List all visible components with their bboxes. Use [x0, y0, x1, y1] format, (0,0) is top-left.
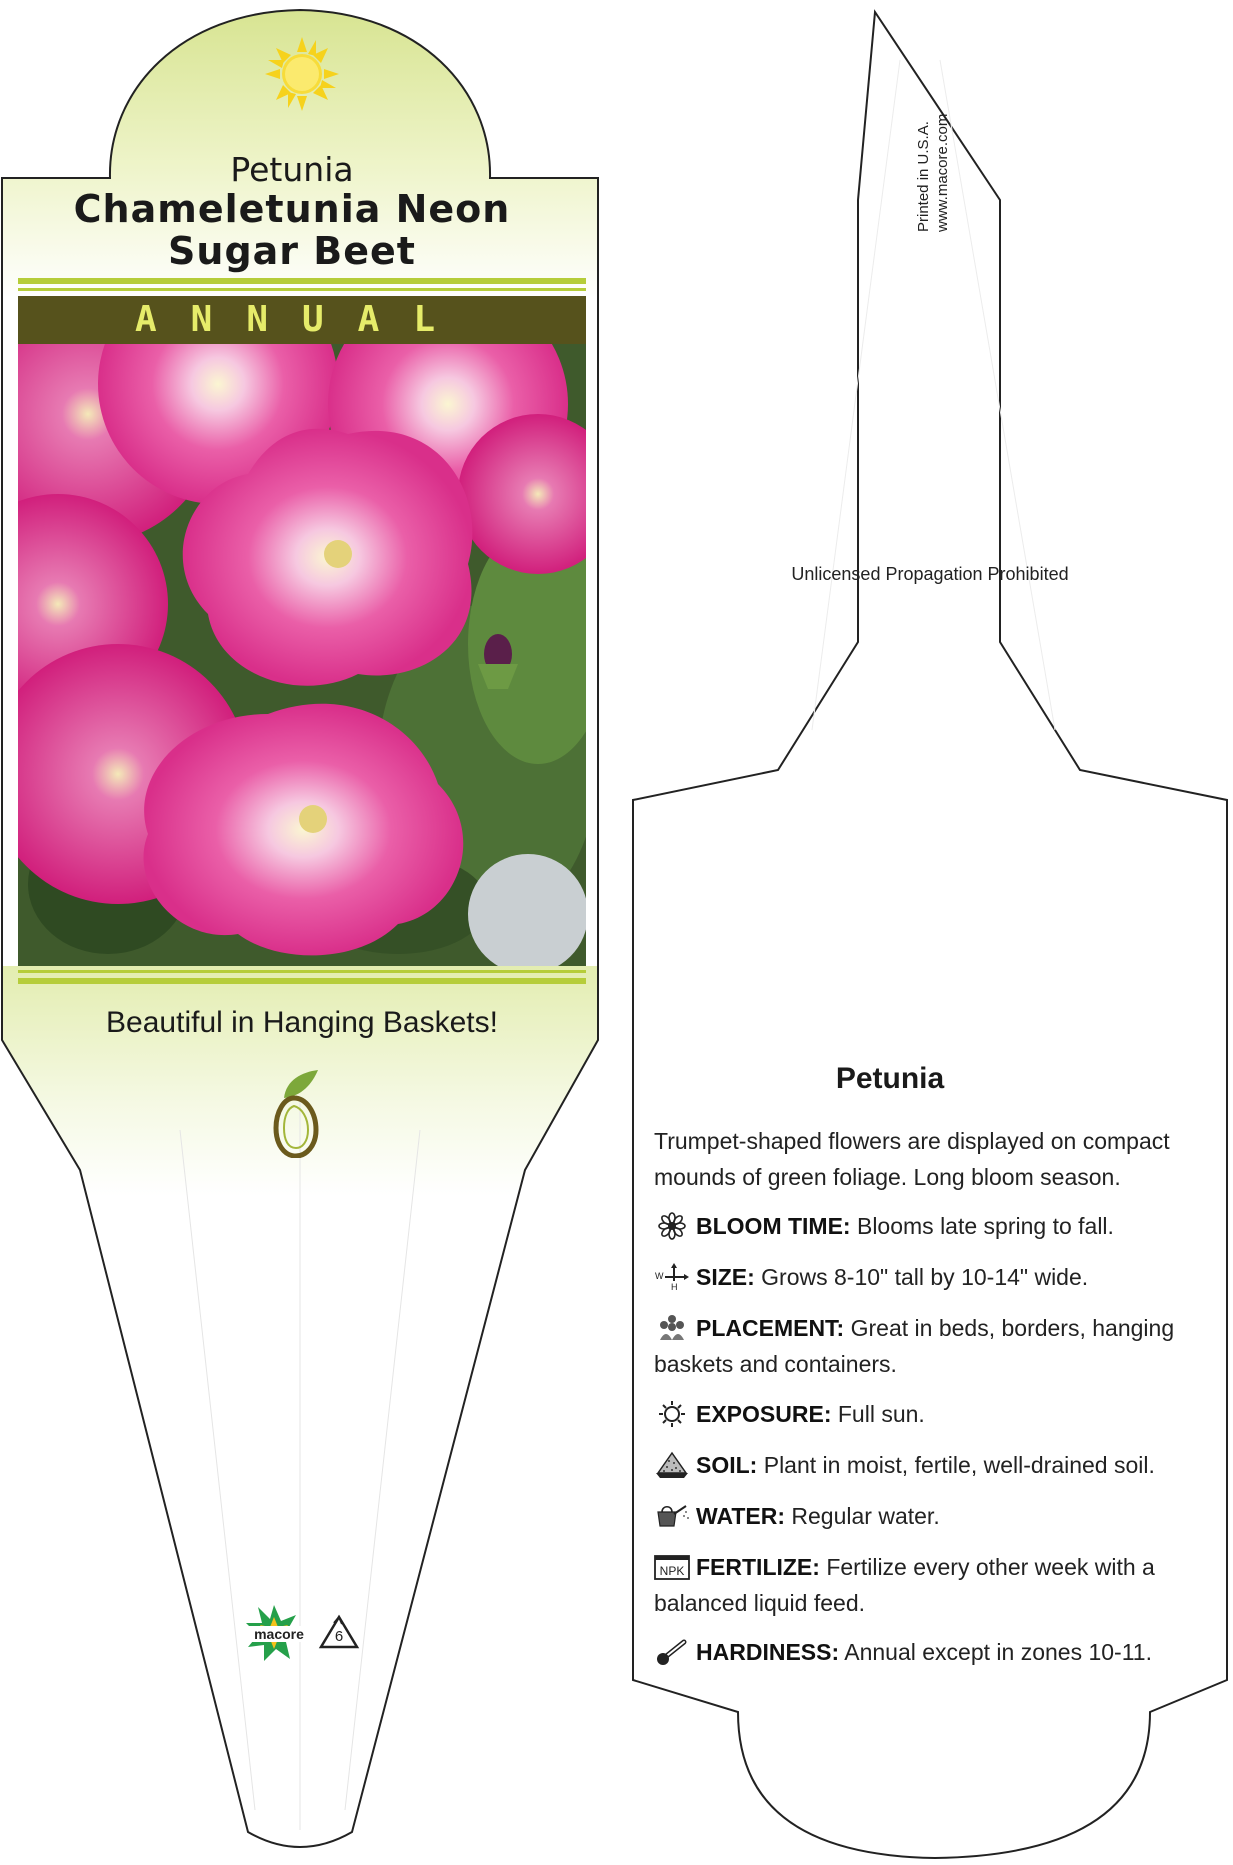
website-line: www.macore.com [934, 113, 951, 232]
flower-icon [654, 1212, 690, 1240]
attr-text: Regular water. [785, 1503, 940, 1529]
macore-logo-text: macore [244, 1626, 314, 1642]
placement-icon [654, 1314, 690, 1342]
attr-text: Fertilize every other week with a balanced liquid feed. [654, 1554, 1155, 1616]
top-stripe [18, 278, 586, 284]
recycle-code: 6 [334, 1628, 344, 1645]
attr-label: BLOOM TIME: [696, 1213, 851, 1239]
top-stripe-thin [18, 288, 586, 291]
npk-icon [654, 1553, 690, 1581]
attr-text: Full sun. [831, 1401, 925, 1427]
attr-label: EXPOSURE: [696, 1401, 832, 1427]
size-icon [654, 1263, 690, 1291]
attr-soil [654, 1447, 1184, 1483]
svg-text:NPK: NPK [659, 1564, 685, 1578]
sun-icon [264, 36, 340, 112]
attr-placement [654, 1310, 1184, 1382]
attr-label: FERTILIZE: [696, 1554, 820, 1580]
attr-text: Grows 8-10" tall by 10-14" wide. [754, 1264, 1089, 1290]
attr-hardiness [654, 1634, 1184, 1670]
petunia-flowers-image [18, 344, 586, 966]
sun-icon [654, 1400, 690, 1428]
plant-photo [18, 344, 586, 966]
thermometer-icon [654, 1638, 690, 1666]
printed-in-line: Printed in U.S.A. [915, 121, 932, 232]
attr-exposure [654, 1396, 1184, 1432]
attr-text: Blooms late spring to fall. [850, 1213, 1114, 1239]
seed-logo-icon [272, 1068, 332, 1158]
soil-icon [654, 1451, 690, 1479]
attr-label: HARDINESS: [696, 1639, 840, 1665]
attr-water [654, 1498, 1184, 1534]
attr-label: PLACEMENT: [696, 1315, 845, 1341]
bottom-stripe-thin [18, 970, 586, 973]
watering-can-icon [654, 1502, 690, 1530]
variety-name [0, 188, 584, 272]
attr-fertilize [654, 1549, 1184, 1621]
plant-genus: Petunia [230, 150, 354, 189]
back-plant-name: Petunia [835, 1062, 945, 1095]
attr-label: WATER: [696, 1503, 786, 1529]
svg-text:W: W [655, 1271, 664, 1281]
variety-name-line1: Chameletunia Neon [73, 187, 511, 231]
attr-text: Annual except in zones 10-11. [839, 1639, 1152, 1665]
plant-description: Trumpet-shaped flowers are displayed on compact mounds of green foliage. Long bloom season. [654, 1128, 1170, 1190]
propagation-notice: Unlicensed Propagation Prohibited [791, 564, 1069, 584]
attr-size [654, 1259, 1184, 1295]
variety-name-line2: Sugar Beet [168, 229, 416, 273]
attr-label: SIZE: [696, 1264, 755, 1290]
attr-text: Plant in moist, fertile, well-drained soil. [757, 1452, 1155, 1478]
attr-label: SOIL: [696, 1452, 758, 1478]
category-label: ANNUAL [134, 299, 470, 340]
attr-bloom-time [654, 1208, 1184, 1244]
bottom-stripe [18, 978, 586, 984]
attr-text: Great in beds, borders, hanging baskets and containers. [654, 1315, 1175, 1377]
svg-text:H: H [671, 1282, 678, 1291]
tagline: Beautiful in Hanging Baskets! [106, 1006, 498, 1039]
